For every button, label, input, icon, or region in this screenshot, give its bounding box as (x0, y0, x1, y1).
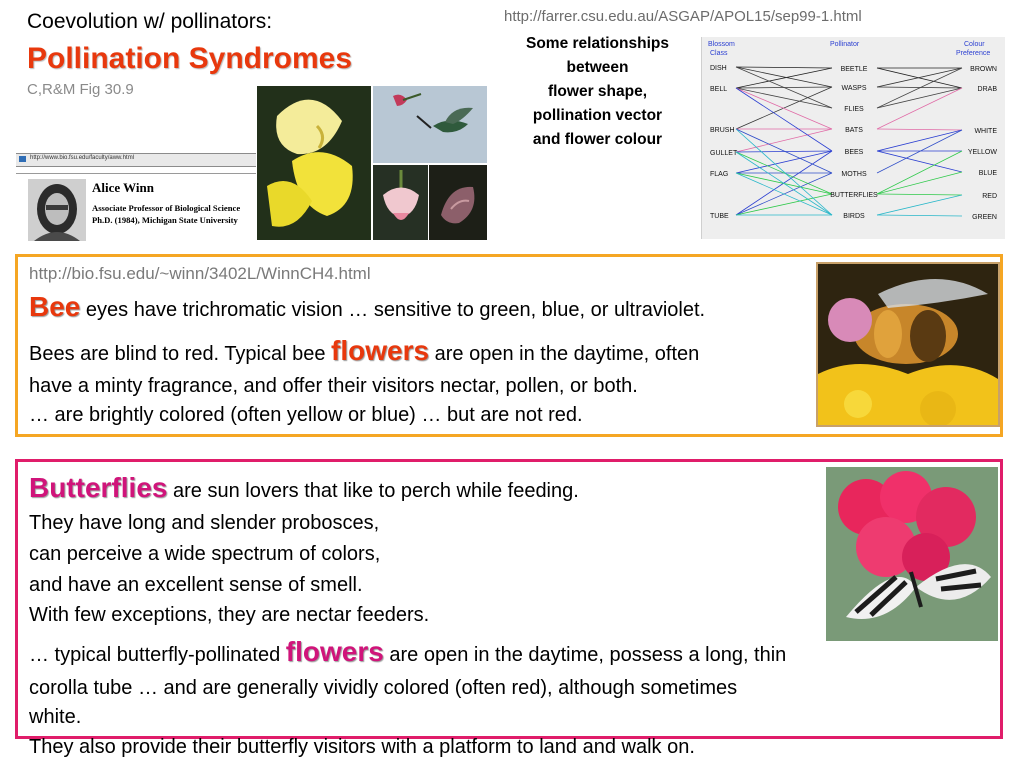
pollinator-label: BUTTERFLIES (830, 192, 878, 199)
diagram-caption (500, 32, 695, 152)
butterfly-line-5: With few exceptions, they are nectar feeders. (29, 604, 430, 626)
link-butterflies-blossom (736, 194, 832, 215)
pollinator-label: BEETLE (840, 66, 868, 73)
butterfly-line-6-start: … typical butterfly-pollinated (29, 644, 286, 666)
link-birds-colour (877, 215, 962, 216)
bee-line-2-end: are open in the daytime, often (429, 343, 700, 365)
blossom-class-label: DISH (710, 65, 727, 72)
butterfly-flowers-keyword: flowers (285, 636, 384, 667)
blossom-class-label: GULLET (710, 150, 738, 157)
link-butterflies-colour (877, 151, 962, 194)
caption-line: between (566, 59, 629, 76)
link-bats-blossom (736, 129, 832, 152)
blossom-class-label: BELL (710, 86, 728, 93)
link-flies-colour (877, 88, 962, 108)
faculty-degree: Ph.D. (1984), Michigan State University (92, 215, 238, 225)
colour-label: BROWN (970, 66, 997, 73)
butterfly-line-4: and have an excellent sense of smell. (29, 574, 363, 596)
header-colour: Colour (964, 41, 985, 48)
bee-source-url[interactable]: http://bio.fsu.edu/~winn/3402L/WinnCH4.html (29, 264, 371, 283)
bee-line-2-start: Bees are blind to red. Typical bee (29, 343, 332, 365)
caption-line: and flower colour (532, 131, 663, 148)
colour-label: BLUE (978, 170, 997, 177)
butterfly-keyword: Butterflies (29, 472, 168, 503)
pollinator-label: BEES (844, 149, 864, 156)
butterfly-line-2: They have long and slender probosces, (29, 512, 380, 534)
bee-keyword: Bee (29, 291, 81, 322)
link-butterflies-colour (877, 194, 962, 195)
faculty-page-snippet (16, 153, 256, 243)
colour-label: RED (982, 193, 997, 200)
link-beetle-blossom (736, 67, 832, 68)
header-pollinator: Pollinator (830, 41, 860, 48)
link-bats-colour (877, 129, 962, 130)
hummingbird-photo (373, 86, 487, 163)
bee-line-1-text: eyes have trichromatic vision … sensitive to green, blue, or ultraviolet. (80, 299, 706, 321)
bee-line-3: have a minty fragrance, and offer their visitors nectar, pollen, or both. (29, 375, 638, 397)
fuchsia-photo (373, 165, 428, 240)
header-colour-2: Preference (956, 50, 991, 57)
colour-label: GREEN (972, 214, 997, 221)
butterfly-line-6 (29, 636, 786, 668)
browser-address-bar (16, 153, 256, 167)
link-bees-colour (877, 151, 962, 172)
bee-line-4: … are brightly colored (often yellow or blue) … but are not red. (29, 404, 583, 426)
colour-label: YELLOW (967, 149, 997, 156)
faculty-name: Alice Winn (92, 180, 155, 195)
butterfly-line-9: They also provide their butterfly visitors with a platform to land and walk on. (29, 736, 695, 758)
figure-reference: C,R&M Fig 30.9 (27, 81, 134, 98)
butterfly-line-3: can perceive a wide spectrum of colors, (29, 543, 381, 565)
butterfly-photo (826, 467, 998, 641)
blossom-class-label: FLAG (710, 171, 729, 178)
bee-photo (816, 262, 1000, 427)
source-url[interactable]: http://farrer.csu.edu.au/ASGAP/APOL15/sep99-1.html (504, 8, 862, 25)
butterfly-line-7: corolla tube … and are generally vividly colored (often red), although sometimes (29, 677, 738, 699)
blossom-class-label: BRUSH (710, 127, 735, 134)
pollinator-label: MOTHS (841, 171, 867, 178)
link-bats-colour (877, 88, 962, 129)
bee-line-1 (29, 291, 705, 323)
pollinator-label: BIRDS (843, 213, 865, 220)
butterfly-line-6-end: are open in the daytime, possess a long, thin (383, 644, 787, 666)
butterfly-line-1-text: are sun lovers that like to perch while feeding. (167, 480, 579, 502)
bee-line-2 (29, 335, 699, 367)
faculty-position: Associate Professor of Biological Science (92, 203, 241, 213)
slide-subtitle: Coevolution w/ pollinators: (27, 10, 273, 33)
link-birds-colour (877, 195, 962, 215)
slide-title: Pollination Syndromes (27, 42, 353, 75)
caption-line: Some relationships (526, 35, 669, 52)
browser-url: http://www.bio.fsu.edu/faculty/aww.html (30, 155, 135, 161)
butterfly-line-8: white. (29, 706, 82, 728)
caption-line: pollination vector (532, 107, 663, 124)
link-moths-colour (877, 130, 962, 173)
link-bees-colour (877, 130, 962, 151)
bee-flowers-keyword: flowers (331, 335, 430, 366)
pollinator-label: WASPS (841, 85, 867, 92)
link-bees-blossom (736, 151, 832, 173)
yellow-flower-photo (257, 86, 371, 240)
colour-label: WHITE (974, 128, 997, 135)
page-icon (19, 156, 26, 162)
blossom-class-label: TUBE (710, 213, 729, 220)
pollinator-label: BATS (845, 127, 863, 134)
pollinator-label: FLIES (844, 106, 864, 113)
butterfly-line-1 (29, 472, 579, 504)
header-blossom-class-2: Class (710, 50, 728, 57)
link-flies-blossom (736, 88, 832, 108)
pollination-diagram (701, 37, 1005, 239)
portrait-photo (28, 179, 86, 241)
caption-line: flower shape, (547, 83, 648, 100)
link-butterflies-colour (877, 172, 962, 194)
colour-label: DRAB (977, 86, 997, 93)
link-wasps-blossom (736, 67, 832, 87)
divider (16, 173, 256, 174)
link-beetle-blossom (736, 68, 832, 88)
purple-bloom-photo (429, 165, 487, 240)
header-blossom-class: Blossom (708, 41, 735, 48)
